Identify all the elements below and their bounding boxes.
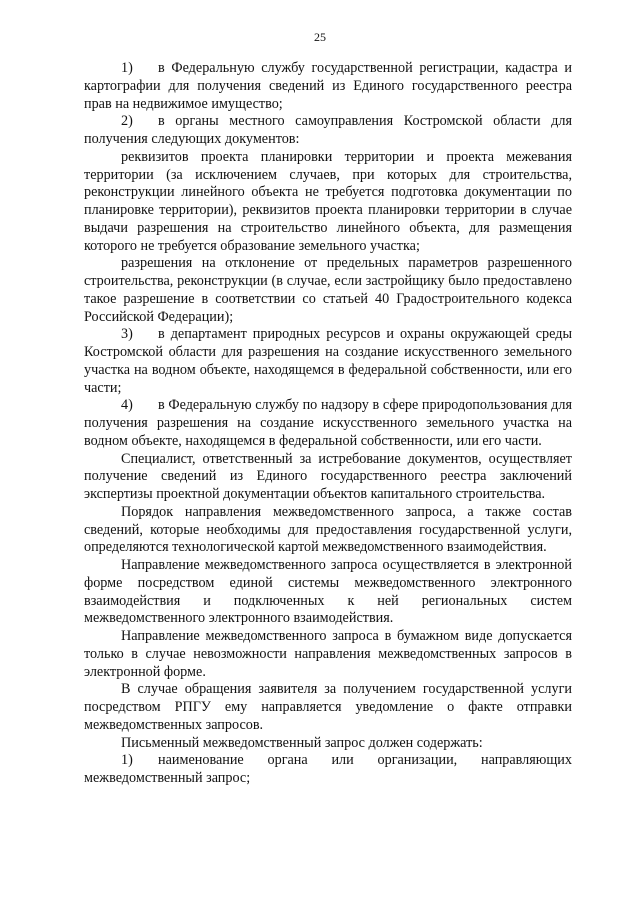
list-number: 4) (121, 397, 133, 414)
paragraph (84, 504, 572, 557)
paragraph-text: Порядок направления межведомственного запроса, а также состав сведений, которые необходимы для предоставления государственной услуги, определяются технологической картой межведомственного взаимодействия. (84, 503, 572, 556)
list-number: 2) (121, 113, 133, 130)
list-number: 1) (121, 752, 133, 769)
paragraph (84, 557, 572, 628)
paragraph (84, 326, 572, 397)
paragraph (84, 255, 572, 326)
paragraph-text: в Федеральную службу по надзору в сфере природопользования для получения разрешения на создание искусственного земельного участка на водном объекте, находящемся в федеральной собственности, или его части. (84, 397, 572, 449)
paragraph (84, 451, 572, 504)
paragraph-text: в Федеральную службу государственной регистрации, кадастра и картографии для получения сведений из Единого государственного реестра прав на недвижимое имущество; (84, 60, 572, 112)
paragraph (84, 397, 572, 450)
paragraph-text: Направление межведомственного запроса осуществляется в электронной форме посредством единой системы межведомственного электронного взаимодействия и подключенных к ней региональных систем межведомственного электронного взаимодействия. (84, 557, 572, 627)
page-number: 25 (314, 30, 326, 44)
paragraph-text: В случае обращения заявителя за получением государственной услуги посредством РПГУ ему направляется уведомление о факте отправки межведомственных запросов. (84, 681, 572, 733)
paragraph-text: реквизитов проекта планировки территории и проекта межевания территории (за исключением случаев, при которых для строительства, реконструкции линейного объекта не требуется подготовка документации по планировке территории), реквизитов проекта планировки территории в случае выдачи разрешения на строительство линейного объекта, для размещения которого не требуется образование земельного участка; (84, 148, 572, 254)
list-number: 1) (121, 60, 133, 76)
paragraph-text: в департамент природных ресурсов и охраны окружающей среды Костромской области для разрешения на создание искусственного земельного участка на водном объекте, находящемся в федеральной собственности, или его части; (84, 326, 572, 396)
paragraph (84, 752, 572, 788)
paragraph (84, 149, 572, 256)
paragraph (84, 735, 572, 753)
paragraph (84, 60, 572, 113)
paragraph-text: наименование органа или организации, направляющих межведомственный запрос; (84, 752, 572, 786)
list-number: 3) (121, 326, 133, 343)
paragraph-text: Направление межведомственного запроса в бумажном виде допускается только в случае невозможности направления межведомственных запросов в электронной форме. (84, 628, 572, 680)
paragraph-text: в органы местного самоуправления Костромской области для получения следующих документов: (84, 113, 572, 147)
paragraph-text: Письменный межведомственный запрос должен содержать: (121, 734, 483, 751)
paragraph (84, 113, 572, 149)
document-body (84, 60, 572, 788)
paragraph (84, 681, 572, 734)
paragraph-text: разрешения на отклонение от предельных параметров разрешенного строительства, реконструкции (в случае, если застройщику было предоставлено такое разрешение в соответствии со статьей 40 Градостроительного кодекса Российской Федерации); (84, 255, 572, 325)
paragraph-text: Специалист, ответственный за истребование документов, осуществляет получение сведений из Единого государственного реестра заключений экспертизы проектной документации объектов капитального строительства. (84, 450, 572, 502)
paragraph (84, 628, 572, 681)
